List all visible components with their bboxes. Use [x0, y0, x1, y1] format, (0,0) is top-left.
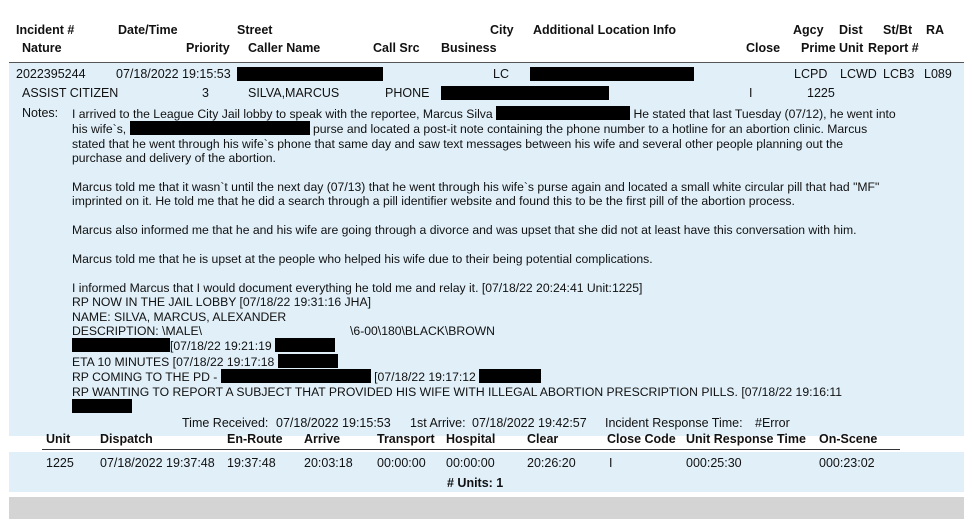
response-time-label: Incident Response Time:: [605, 416, 743, 430]
header-additional-location: Additional Location Info: [533, 23, 677, 37]
incident-call-src: PHONE: [385, 86, 430, 100]
header-nature: Nature: [22, 41, 62, 55]
notes-line: DESCRIPTION: \MALE\ \6-00\180\BLACK\BROWN: [72, 324, 495, 339]
incident-close: I: [749, 86, 753, 100]
unit-hospital: 00:00:00: [446, 456, 495, 470]
unit-response-time: 000:25:30: [686, 456, 742, 470]
header-datetime: Date/Time: [118, 23, 178, 37]
incident-priority: 3: [202, 86, 209, 100]
unit-on-scene: 000:23:02: [819, 456, 875, 470]
incident-agcy: LCPD: [794, 67, 828, 81]
units-header-dispatch: Dispatch: [100, 432, 153, 446]
units-header-close-code: Close Code: [607, 432, 676, 446]
units-header-clear: Clear: [527, 432, 559, 446]
unit-transport: 00:00:00: [377, 456, 426, 470]
incident-dist: LCWD: [840, 67, 877, 81]
unit-enroute: 19:37:48: [227, 456, 276, 470]
header-divider: [9, 62, 964, 63]
header-dist: Dist: [839, 23, 863, 37]
units-header-enroute: En-Route: [227, 432, 283, 446]
first-arrive: 07/18/2022 19:42:57: [472, 416, 587, 430]
response-time: #Error: [755, 416, 790, 430]
incident-city: LC: [493, 67, 509, 81]
notes-line: RP NOW IN THE JAIL LOBBY [07/18/22 19:31:16 JHA]: [72, 295, 371, 310]
header-prime: Prime: [801, 41, 836, 55]
unit-clear: 20:26:20: [527, 456, 576, 470]
notes-line: I arrived to the League City Jail lobby to speak with the reportee, Marcus Silva He stated that last Tuesday (07/12), he went into: [72, 107, 896, 121]
unit-dispatch: 07/18/2022 19:37:48: [100, 456, 215, 470]
units-header-arrive: Arrive: [304, 432, 341, 446]
notes-label: Notes:: [22, 106, 59, 120]
units-header-transport: Transport: [377, 432, 435, 446]
first-arrive-label: 1st Arrive:: [410, 416, 466, 430]
notes-line: ETA 10 MINUTES [07/18/22 19:17:18: [72, 354, 952, 369]
header-priority: Priority: [186, 41, 230, 55]
header-city: City: [490, 23, 514, 37]
notes-line: Marcus also informed me that he and his wife are going through a divorce and was upset that she did not at least have this conversation with him.: [72, 223, 857, 238]
notes-line: RP COMING TO THE PD - [07/18/22 19:17:12: [72, 369, 952, 384]
footer-bar: [9, 497, 964, 519]
unit-arrive: 20:03:18: [304, 456, 353, 470]
header-call-src: Call Src: [373, 41, 420, 55]
notes-line: Marcus told me that he is upset at the people who helped his wife due to their being potential complications.: [72, 252, 653, 267]
header-business: Business: [441, 41, 497, 55]
header-caller-name: Caller Name: [248, 41, 321, 55]
redacted-street: [237, 67, 383, 81]
units-header-hospital: Hospital: [446, 432, 496, 446]
redacted-location: [530, 67, 694, 81]
time-received: 07/18/2022 19:15:53: [276, 416, 391, 430]
unit-close-code: I: [609, 456, 613, 470]
notes-line: imprinted on it. He told me that he did a search through a pill identifier website and found this to be the first pill of the abortion process.: [72, 194, 795, 209]
notes-line: [72, 399, 952, 414]
header-agcy: Agcy: [793, 23, 824, 37]
units-header-rule: [42, 449, 900, 450]
header-incident-no: Incident #: [16, 23, 75, 37]
incident-nature: ASSIST CITIZEN: [22, 86, 119, 100]
notes-line: his wife`s, purse and located a post-it note containing the phone number to a hotline for an abortion clinic. Marcus: [72, 122, 868, 137]
incident-ra: L089: [924, 67, 952, 81]
units-header-on-scene: On-Scene: [819, 432, 878, 446]
units-header-response-time: Unit Response Time: [686, 432, 806, 446]
notes-body: [72, 106, 952, 414]
time-received-label: Time Received:: [182, 416, 269, 430]
incident-stbt: LCB3: [883, 67, 915, 81]
header-close: Close: [746, 41, 781, 55]
header-unit: Unit: [839, 41, 864, 55]
unit-id: 1225: [46, 456, 74, 470]
notes-line: I informed Marcus that I would document everything he told me and relay it. [07/18/22 20:24:41 Unit:1225]: [72, 280, 643, 295]
notes-line: [07/18/22 19:21:19: [72, 338, 952, 353]
header-report-no: Report #: [868, 41, 919, 55]
notes-line: purchase and delivery of the abortion.: [72, 151, 276, 166]
header-ra: RA: [926, 23, 945, 37]
notes-line: Marcus told me that it wasn`t until the next day (07/13) that he went through his wife`s purse again and located a small white circular pill that had "MF": [72, 180, 880, 195]
notes-line: stated that he went through his wife`s phone that same day and saw text messages between his wife and several other people planning out the: [72, 136, 844, 151]
incident-number: 2022395244: [16, 67, 86, 81]
units-count: # Units: 1: [447, 476, 504, 490]
header-street: Street: [237, 23, 273, 37]
incident-caller: SILVA,MARCUS: [248, 86, 340, 100]
incident-prime: 1225: [807, 86, 835, 100]
units-header-unit: Unit: [46, 432, 71, 446]
notes-line: NAME: SILVA, MARCUS, ALEXANDER: [72, 309, 287, 324]
header-stbt: St/Bt: [883, 23, 913, 37]
incident-datetime: 07/18/2022 19:15:53: [116, 67, 231, 81]
notes-line: RP WANTING TO REPORT A SUBJECT THAT PROVIDED HIS WIFE WITH ILLEGAL ABORTION PRESCRIPTION PILLS. [07/18/22 19:16:11: [72, 384, 843, 399]
redacted-business: [441, 86, 609, 100]
